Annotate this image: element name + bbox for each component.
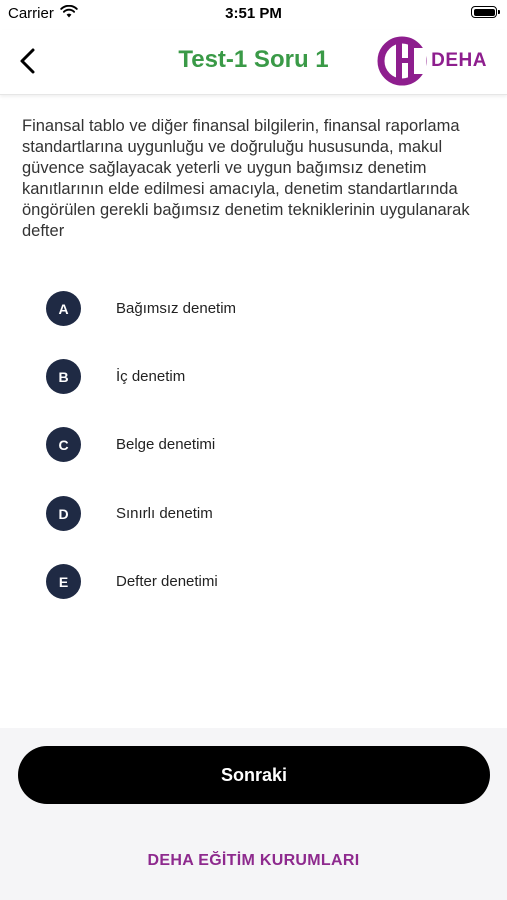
footer — [0, 728, 507, 900]
next-button[interactable]: Sonraki — [18, 746, 490, 804]
option-b[interactable] — [0, 353, 507, 401]
option-letter-badge: E — [46, 564, 81, 599]
option-letter-badge: B — [46, 359, 81, 394]
status-bar — [0, 0, 507, 30]
option-text: İç denetim — [116, 368, 186, 385]
option-d[interactable] — [0, 490, 507, 538]
page-title: Test-1 Soru 1 — [178, 46, 329, 73]
option-a[interactable] — [0, 285, 507, 333]
option-text: Sınırlı denetim — [116, 505, 213, 522]
option-text: Bağımsız denetim — [116, 300, 237, 317]
option-letter-badge: C — [46, 427, 81, 462]
carrier-label: Carrier — [8, 5, 54, 22]
deha-logo-icon — [377, 36, 427, 86]
option-letter-badge: A — [46, 291, 81, 326]
brand-name: DEHA — [431, 50, 487, 71]
option-letter-badge: D — [46, 496, 81, 531]
footer-brand-link[interactable]: DEHA EĞİTİM KURUMLARI — [147, 852, 360, 869]
question-text: Finansal tablo ve diğer finansal bilgilerin, finansal raporlama standartlarına uygunluğu ve doğruluğu hususunda, makul güvence sağlayacak yeterli ve uygun bağımsız denetim kanıtlarının elde edilmesi amacıyla, denetim standartlarında öngörülen gerekli bağımsız denetim tekniklerinin uygulanarak defter — [22, 117, 470, 240]
option-text: Defter denetimi — [116, 573, 218, 590]
option-text: Belge denetimi — [116, 436, 216, 453]
status-time: 3:51 PM — [225, 5, 282, 22]
option-e[interactable] — [0, 558, 507, 606]
battery-icon — [471, 6, 497, 18]
brand-logo — [377, 36, 487, 86]
option-c[interactable] — [0, 421, 507, 469]
navigation-bar — [0, 30, 507, 95]
